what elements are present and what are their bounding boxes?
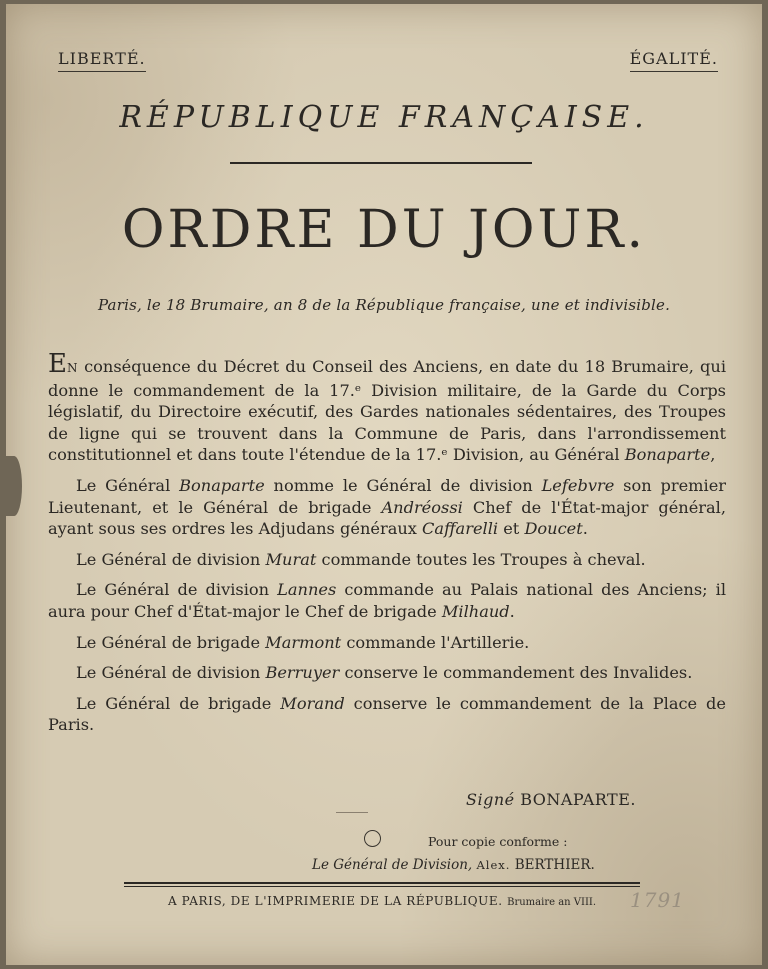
signature-line: Signé BONAPARTE.: [466, 790, 636, 809]
name-bonaparte: Bonaparte: [179, 475, 265, 495]
paragraph-2: Le Général Bonaparte nomme le Général de division Lefebvre son premier Lieutenant, et le Général de brigade Andréossi Chef de l'État-major général, ayant sous ses ordres les Adjudans généraux Caffarelli et Doucet.: [48, 475, 727, 539]
paragraph-7: Le Général de brigade Morand conserve le commandement de la Place de Paris.: [48, 693, 726, 735]
name-marmont: Marmont: [265, 632, 342, 652]
paragraph-5: Le Général de brigade Marmont commande l'Artillerie.: [76, 632, 530, 652]
name-milhaud: Milhaud: [441, 601, 510, 621]
name-lefebvre: Lefebvre: [541, 475, 615, 495]
printer-imprint: A PARIS, DE L'IMPRIMERIE DE LA RÉPUBLIQUE. Brumaire an VIII.: [167, 894, 597, 908]
dateline: Paris, le 18 Brumaire, an 8 de la République française, une et indivisible.: [97, 296, 671, 314]
document-sheet: [6, 4, 762, 965]
paragraph-6: Le Général de division Berruyer conserve le commandement des Invalides.: [76, 663, 693, 683]
decree-body: [48, 349, 727, 745]
drop-letter: E: [48, 349, 67, 379]
footer-rule: [124, 882, 640, 884]
motto-liberte: LIBERTÉ.: [58, 49, 146, 68]
name-andreossi: Andréossi: [381, 497, 463, 517]
name-caffarelli: Caffarelli: [422, 519, 499, 539]
name-lannes: Lannes: [277, 580, 337, 600]
copy-note: Pour copie conforme :: [428, 834, 568, 849]
footer-rule-thin: [124, 886, 640, 887]
document-title: ORDRE DU JOUR.: [121, 200, 647, 260]
paragraph-4: Le Général de division Lannes commande au Palais national des Anciens; il aura pour Chef d'État-major le Chef de brigade Milhaud.: [48, 580, 726, 621]
torn-edge: [6, 456, 22, 516]
name-bonaparte: Bonaparte: [624, 445, 711, 465]
paragraph-1: EN conséquence du Décret du Conseil des Anciens, en date du 18 Brumaire, qui donne le commandement de la 17.ᵉ Division militaire, de la Garde du Corps législatif, du Directoire exécutif, des Gardes nationales sédentaires, des Troupes de ligne qui se trouvent dans la Commune de Paris, dans l'arrondissement constitutionnel et dans toute l'étendue de la 17.ᵉ Division, au Général Bonaparte,: [48, 349, 726, 465]
name-berruyer: Berruyer: [265, 663, 340, 683]
handwritten-note: 1791: [630, 888, 685, 912]
heading-rule: [230, 162, 532, 164]
name-doucet: Doucet: [524, 519, 583, 539]
paragraph-3: Le Général de division Murat commande toutes les Troupes à cheval.: [76, 549, 646, 569]
seal-icon: [364, 830, 381, 847]
divider-dash: [336, 812, 368, 813]
name-morand: Morand: [280, 693, 345, 713]
certifying-general: Le Général de Division, Alex. BERTHIER.: [312, 857, 595, 873]
name-murat: Murat: [265, 549, 317, 569]
republic-heading: RÉPUBLIQUE FRANÇAISE.: [119, 100, 649, 135]
motto-egalite: ÉGALITÉ.: [630, 49, 718, 68]
